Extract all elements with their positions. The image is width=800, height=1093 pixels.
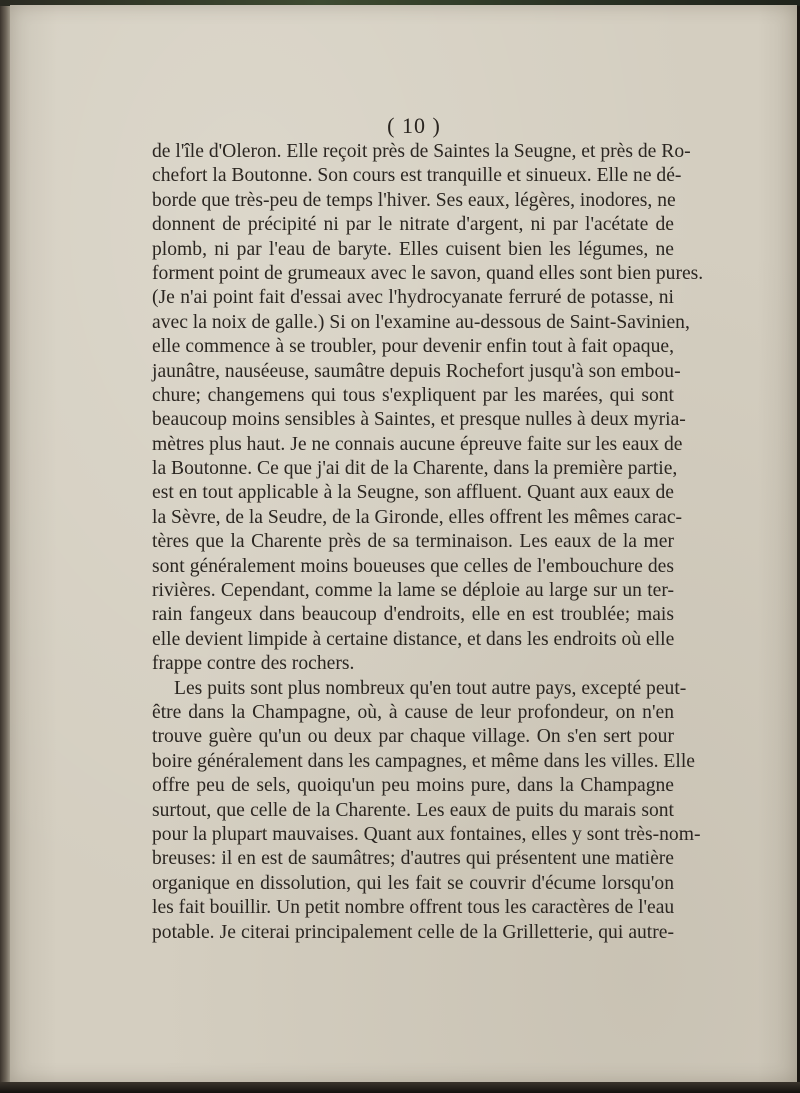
text-line: est en tout applicable à la Seugne, son affluent. Quant aux eaux de	[152, 482, 674, 504]
text-line: tères que la Charente près de sa terminaison. Les eaux de la mer	[152, 531, 674, 553]
text-line: mètres plus haut. Je ne connais aucune épreuve faite sur les eaux de	[152, 433, 683, 455]
text-line: avec la noix de galle.) Si on l'examine au-dessous de Saint-Savinien,	[152, 311, 690, 333]
text-line: surtout, que celle de la Charente. Les eaux de puits du marais sont	[152, 799, 674, 821]
text-line: Les puits sont plus nombreux qu'en tout autre pays, excepté peut-	[174, 677, 687, 699]
body-text	[152, 140, 704, 945]
text-line: être dans la Champagne, où, à cause de leur profondeur, on n'en	[152, 701, 674, 723]
text-line: pour la plupart mauvaises. Quant aux fontaines, elles y sont très-nom-	[152, 823, 701, 845]
text-line: organique en dissolution, qui les fait se couvrir d'écume lorsqu'on	[152, 872, 674, 894]
text-line: breuses: il en est de saumâtres; d'autres qui présentent une matière	[152, 848, 674, 870]
text-line: la Boutonne. Ce que j'ai dit de la Charente, dans la première partie,	[152, 458, 678, 480]
text-line: jaunâtre, nauséeuse, saumâtre depuis Rochefort jusqu'à son embou-	[152, 360, 681, 382]
text-line: forment point de grumeaux avec le savon, quand elles sont bien pures.	[152, 262, 704, 284]
text-line: plomb, ni par l'eau de baryte. Elles cuisent bien les légumes, ne	[152, 238, 674, 260]
book-binding-edge	[0, 0, 10, 1093]
text-line: borde que très-peu de temps l'hiver. Ses eaux, légères, inodores, ne	[152, 189, 676, 211]
text-line: trouve guère qu'un ou deux par chaque village. On s'en sert pour	[152, 726, 674, 748]
text-line: beaucoup moins sensibles à Saintes, et presque nulles à deux myria-	[152, 409, 686, 431]
text-line: elle devient limpide à certaine distance, et dans les endroits où elle	[152, 628, 675, 650]
page-number: ( 10 )	[387, 113, 441, 138]
text-line: rivières. Cependant, comme la lame se déploie au large sur un ter-	[152, 580, 674, 602]
text-line: les fait bouillir. Un petit nombre offrent tous les caractères de l'eau	[152, 897, 675, 919]
text-line: chure; changemens qui tous s'expliquent par les marées, qui sont	[152, 384, 674, 406]
text-line: chefort la Boutonne. Son cours est tranquille et sinueux. Elle ne dé-	[152, 165, 682, 187]
text-line: elle commence à se troubler, pour devenir enfin tout à fait opaque,	[152, 336, 674, 358]
text-line: potable. Je citerai principalement celle de la Grilletterie, qui autre-	[152, 921, 674, 943]
text-line: offre peu de sels, quoiqu'un peu moins pure, dans la Champagne	[152, 775, 674, 797]
text-line: donnent de précipité ni par le nitrate d'argent, ni par l'acétate de	[152, 214, 674, 236]
text-line: (Je n'ai point fait d'essai avec l'hydrocyanate ferruré de potasse, ni	[152, 287, 674, 309]
text-line: frappe contre des rochers.	[152, 653, 355, 675]
text-line: boire généralement dans les campagnes, et même dans les villes. Elle	[152, 750, 695, 772]
text-line: sont généralement moins boueuses que celles de l'embouchure des	[152, 555, 674, 577]
bottom-edge-shadow	[0, 1082, 800, 1093]
text-line: rain fangeux dans beaucoup d'endroits, elle en est troublée; mais	[152, 604, 674, 626]
text-line: de l'île d'Oleron. Elle reçoit près de Saintes la Seugne, et près de Ro-	[152, 141, 691, 162]
text-line: la Sèvre, de la Seudre, de la Gironde, elles offrent les mêmes carac-	[152, 506, 683, 528]
